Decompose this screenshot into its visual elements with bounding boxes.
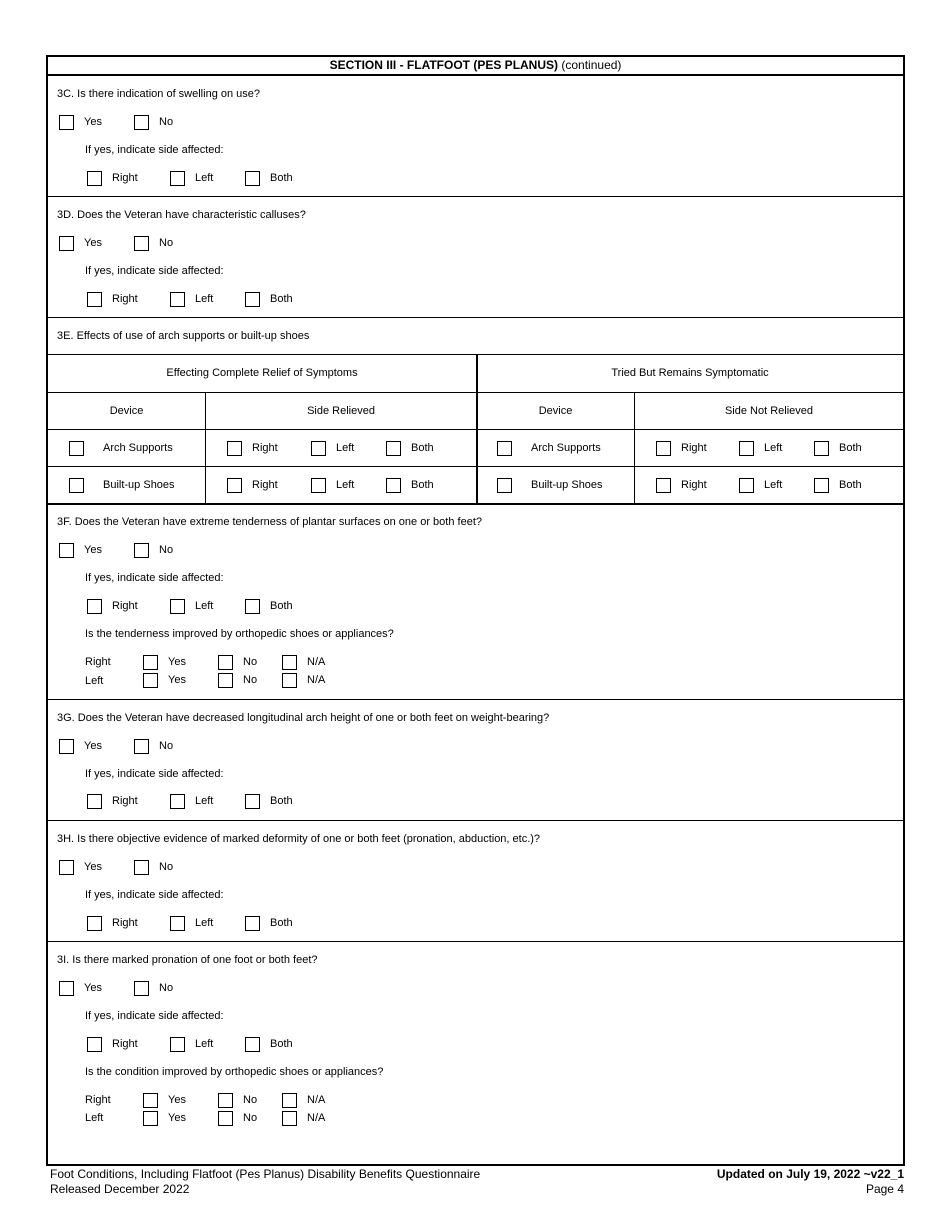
- q3i-followup-text: Is the condition improved by orthopedic shoes or appliances?: [85, 1066, 384, 1078]
- q3d-right-checkbox[interactable]: [87, 292, 102, 307]
- symptomatic-shoes-right-label: Right: [681, 479, 707, 491]
- q3f-side-prompt: If yes, indicate side affected:: [85, 572, 224, 584]
- symptomatic-arch-supports-label: Arch Supports: [531, 442, 601, 454]
- symptomatic-shoes-right-checkbox[interactable]: [656, 478, 671, 493]
- q3d-yes-option[interactable]: [59, 236, 102, 251]
- questionnaire-form: [46, 55, 905, 1166]
- q3f-right-checkbox[interactable]: [87, 599, 102, 614]
- q3d-side-prompt: If yes, indicate side affected:: [85, 265, 224, 277]
- relief-arch-right-option[interactable]: [227, 441, 278, 456]
- q3f-right-yes-label: Yes: [168, 656, 186, 668]
- q3c-left-checkbox[interactable]: [170, 171, 185, 186]
- q3h-yes-checkbox[interactable]: [59, 860, 74, 875]
- symptomatic-arch-right-checkbox[interactable]: [656, 441, 671, 456]
- divider: [48, 317, 903, 318]
- q3h-no-label: No: [159, 861, 174, 873]
- section-header: [48, 57, 903, 76]
- q3f-right-yes-checkbox[interactable]: [143, 655, 158, 670]
- q3c-yes-checkbox[interactable]: [59, 115, 74, 130]
- q3f-right-no-label: No: [243, 656, 258, 668]
- footer-right: [717, 1167, 904, 1197]
- q3i-left-yes-label: Yes: [168, 1112, 186, 1124]
- relief-arch-right-checkbox[interactable]: [227, 441, 242, 456]
- relief-shoes-both-option[interactable]: [386, 478, 434, 493]
- group-remains-symptomatic: Tried But Remains Symptomatic: [611, 366, 769, 379]
- q3c-right-option[interactable]: [87, 171, 138, 186]
- q3c-both-label: Both: [270, 172, 293, 184]
- q3i-right-no-option[interactable]: [218, 1093, 257, 1108]
- q3f-both-option[interactable]: [245, 599, 293, 614]
- q3f-left-label: Left: [195, 600, 214, 612]
- symptomatic-built-up-shoes-checkbox[interactable]: [497, 478, 512, 493]
- relief-shoes-right-option[interactable]: [227, 478, 278, 493]
- q3d-both-checkbox[interactable]: [245, 292, 260, 307]
- q3i-left-na-label: N/A: [307, 1112, 326, 1124]
- q3c-left-option[interactable]: [170, 171, 213, 186]
- q3g-right-option[interactable]: [87, 794, 138, 809]
- q3f-right-label: Right: [112, 600, 138, 612]
- table-center-divider: [476, 355, 478, 503]
- relief-arch-supports-checkbox[interactable]: [69, 441, 84, 456]
- q3g-no-option[interactable]: [134, 739, 173, 754]
- q3f-left-na-option[interactable]: [282, 673, 325, 688]
- relief-arch-left-checkbox[interactable]: [311, 441, 326, 456]
- q3g-left-option[interactable]: [170, 794, 213, 809]
- q3f-both-checkbox[interactable]: [245, 599, 260, 614]
- q3i-left-no-label: No: [243, 1112, 258, 1124]
- q3h-right-checkbox[interactable]: [87, 916, 102, 931]
- symptomatic-shoes-left-label: Left: [764, 479, 783, 491]
- q3d-yes-label: Yes: [84, 237, 102, 249]
- page-number: Page 4: [865, 1182, 904, 1196]
- relief-shoes-left-option[interactable]: [311, 478, 354, 493]
- q3g-both-label: Both: [270, 795, 293, 807]
- q3i-both-checkbox[interactable]: [245, 1037, 260, 1052]
- q3g-side-prompt: If yes, indicate side affected:: [85, 768, 224, 780]
- q3d-right-label: Right: [112, 293, 138, 305]
- symptomatic-shoes-left-option[interactable]: [739, 478, 782, 493]
- q3c-no-option[interactable]: [134, 115, 173, 130]
- col-side-relieved: Side Relieved: [307, 404, 375, 417]
- q3f-left-yes-option[interactable]: [143, 673, 186, 688]
- q3g-yes-option[interactable]: [59, 739, 102, 754]
- relief-arch-both-checkbox[interactable]: [386, 441, 401, 456]
- symptomatic-built-up-shoes-option[interactable]: [497, 478, 603, 493]
- q3g-both-checkbox[interactable]: [245, 794, 260, 809]
- q3h-both-label: Both: [270, 917, 293, 929]
- relief-shoes-left-label: Left: [336, 479, 355, 491]
- q3i-left-na-option[interactable]: [282, 1111, 325, 1126]
- q3i-right-no-label: No: [243, 1094, 258, 1106]
- q3i-no-label: No: [159, 982, 174, 994]
- q3g-right-label: Right: [112, 795, 138, 807]
- q3i-right-na-label: N/A: [307, 1094, 326, 1106]
- q3f-left-option[interactable]: [170, 599, 213, 614]
- q3d-no-label: No: [159, 237, 174, 249]
- question-3h: [48, 821, 903, 941]
- symptomatic-arch-left-checkbox[interactable]: [739, 441, 754, 456]
- q3i-right-label: Right: [112, 1038, 138, 1050]
- relief-built-up-shoes-checkbox[interactable]: [69, 478, 84, 493]
- symptomatic-arch-right-label: Right: [681, 442, 707, 454]
- q3c-no-checkbox[interactable]: [134, 115, 149, 130]
- q3g-right-checkbox[interactable]: [87, 794, 102, 809]
- q3i-no-checkbox[interactable]: [134, 981, 149, 996]
- symptomatic-arch-supports-option[interactable]: [497, 441, 601, 456]
- symptomatic-shoes-left-checkbox[interactable]: [739, 478, 754, 493]
- q3d-left-option[interactable]: [170, 292, 213, 307]
- relief-arch-supports-label: Arch Supports: [103, 442, 173, 454]
- q3i-left-no-checkbox[interactable]: [218, 1111, 233, 1126]
- relief-arch-both-label: Both: [411, 442, 434, 454]
- relief-built-up-shoes-option[interactable]: [69, 478, 175, 493]
- relief-shoes-right-label: Right: [252, 479, 278, 491]
- q3f-followup-text: Is the tenderness improved by orthopedic shoes or appliances?: [85, 628, 394, 640]
- symptomatic-arch-left-label: Left: [764, 442, 783, 454]
- q3f-right-na-checkbox[interactable]: [282, 655, 297, 670]
- q3f-yes-checkbox[interactable]: [59, 543, 74, 558]
- question-3d-text: 3D. Does the Veteran have characteristic calluses?: [57, 209, 306, 221]
- q3i-right-checkbox[interactable]: [87, 1037, 102, 1052]
- question-3e-text: 3E. Effects of use of arch supports or built-up shoes: [57, 330, 310, 342]
- q3f-right-yes-option[interactable]: [143, 655, 186, 670]
- footer-left: [50, 1167, 480, 1197]
- q3h-no-checkbox[interactable]: [134, 860, 149, 875]
- q3i-left-row-label: Left: [85, 1112, 104, 1124]
- q3g-no-label: No: [159, 740, 174, 752]
- q3i-left-yes-checkbox[interactable]: [143, 1111, 158, 1126]
- q3i-right-na-option[interactable]: [282, 1093, 325, 1108]
- q3i-right-na-checkbox[interactable]: [282, 1093, 297, 1108]
- q3h-no-option[interactable]: [134, 860, 173, 875]
- symptomatic-arch-right-option[interactable]: [656, 441, 707, 456]
- q3f-no-checkbox[interactable]: [134, 543, 149, 558]
- q3d-left-checkbox[interactable]: [170, 292, 185, 307]
- relief-shoes-both-label: Both: [411, 479, 434, 491]
- q3i-left-yes-option[interactable]: [143, 1111, 186, 1126]
- q3c-right-checkbox[interactable]: [87, 171, 102, 186]
- relief-shoes-left-checkbox[interactable]: [311, 478, 326, 493]
- q3i-side-prompt: If yes, indicate side affected:: [85, 1010, 224, 1022]
- q3c-left-label: Left: [195, 172, 214, 184]
- q3g-yes-label: Yes: [84, 740, 102, 752]
- q3i-yes-checkbox[interactable]: [59, 981, 74, 996]
- q3i-right-yes-option[interactable]: [143, 1093, 186, 1108]
- q3f-left-yes-checkbox[interactable]: [143, 673, 158, 688]
- q3i-left-label: Left: [195, 1038, 214, 1050]
- section-continued: (continued): [561, 58, 622, 72]
- group-complete-relief: Effecting Complete Relief of Symptoms: [166, 366, 358, 379]
- q3g-left-checkbox[interactable]: [170, 794, 185, 809]
- q3f-right-no-checkbox[interactable]: [218, 655, 233, 670]
- q3f-right-na-label: N/A: [307, 656, 326, 668]
- relief-arch-supports-option[interactable]: [69, 441, 173, 456]
- q3c-yes-option[interactable]: [59, 115, 102, 130]
- q3d-left-label: Left: [195, 293, 214, 305]
- q3g-yes-checkbox[interactable]: [59, 739, 74, 754]
- question-3c-text: 3C. Is there indication of swelling on use?: [57, 88, 261, 100]
- q3i-both-option[interactable]: [245, 1037, 293, 1052]
- q3d-no-option[interactable]: [134, 236, 173, 251]
- relief-built-up-shoes-label: Built-up Shoes: [103, 479, 175, 491]
- q3i-left-no-option[interactable]: [218, 1111, 257, 1126]
- relief-shoes-both-checkbox[interactable]: [386, 478, 401, 493]
- q3d-both-option[interactable]: [245, 292, 293, 307]
- q3h-yes-option[interactable]: [59, 860, 102, 875]
- q3i-no-option[interactable]: [134, 981, 173, 996]
- q3f-left-no-label: No: [243, 674, 258, 686]
- symptomatic-built-up-shoes-label: Built-up Shoes: [531, 479, 603, 491]
- q3f-right-option[interactable]: [87, 599, 138, 614]
- q3i-right-option[interactable]: [87, 1037, 138, 1052]
- question-3h-text: 3H. Is there objective evidence of marked deformity of one or both feet (pronation, abduction, etc.)?: [57, 833, 541, 845]
- question-3i: [48, 942, 903, 1164]
- symptomatic-arch-both-checkbox[interactable]: [814, 441, 829, 456]
- q3h-right-label: Right: [112, 917, 138, 929]
- q3g-left-label: Left: [195, 795, 214, 807]
- q3f-both-label: Both: [270, 600, 293, 612]
- q3f-right-na-option[interactable]: [282, 655, 325, 670]
- q3d-right-option[interactable]: [87, 292, 138, 307]
- question-3i-text: 3I. Is there marked pronation of one foot or both feet?: [57, 954, 318, 966]
- q3c-right-label: Right: [112, 172, 138, 184]
- relief-shoes-right-checkbox[interactable]: [227, 478, 242, 493]
- footer-released: Released December 2022: [50, 1182, 190, 1196]
- col-side-not-relieved: Side Not Relieved: [724, 404, 814, 417]
- symptomatic-arch-supports-checkbox[interactable]: [497, 441, 512, 456]
- q3f-left-row-label: Left: [85, 675, 104, 687]
- q3h-side-prompt: If yes, indicate side affected:: [85, 889, 224, 901]
- q3i-left-checkbox[interactable]: [170, 1037, 185, 1052]
- q3f-right-no-option[interactable]: [218, 655, 257, 670]
- q3i-yes-option[interactable]: [59, 981, 102, 996]
- question-3c: [48, 76, 903, 196]
- question-3g: [48, 700, 903, 820]
- q3h-right-option[interactable]: [87, 916, 138, 931]
- q3f-right-row-label: Right: [85, 656, 111, 668]
- q3d-yes-checkbox[interactable]: [59, 236, 74, 251]
- q3c-both-option[interactable]: [245, 171, 293, 186]
- question-3f-text: 3F. Does the Veteran have extreme tenderness of plantar surfaces on one or both feet?: [57, 516, 482, 528]
- question-3g-text: 3G. Does the Veteran have decreased longitudinal arch height of one or both feet on weight-bearing?: [57, 712, 550, 724]
- q3f-left-checkbox[interactable]: [170, 599, 185, 614]
- q3h-both-checkbox[interactable]: [245, 916, 260, 931]
- q3f-left-na-label: N/A: [307, 674, 326, 686]
- symptomatic-arch-both-label: Both: [839, 442, 862, 454]
- q3h-left-checkbox[interactable]: [170, 916, 185, 931]
- section-title: SECTION III - FLATFOOT (PES PLANUS): [329, 58, 559, 72]
- q3f-left-yes-label: Yes: [168, 674, 186, 686]
- q3f-no-option[interactable]: [134, 543, 173, 558]
- q3i-left-na-checkbox[interactable]: [282, 1111, 297, 1126]
- footer-updated: Updated on July 19, 2022 ~v22_1: [716, 1167, 904, 1181]
- relief-arch-left-option[interactable]: [311, 441, 354, 456]
- relief-arch-both-option[interactable]: [386, 441, 434, 456]
- symptomatic-shoes-both-label: Both: [839, 479, 862, 491]
- q3f-yes-label: Yes: [84, 544, 102, 556]
- q3f-left-na-checkbox[interactable]: [282, 673, 297, 688]
- table-divider: [634, 393, 635, 503]
- q3c-both-checkbox[interactable]: [245, 171, 260, 186]
- symptomatic-arch-left-option[interactable]: [739, 441, 782, 456]
- q3i-yes-label: Yes: [84, 982, 102, 994]
- q3f-no-label: No: [159, 544, 174, 556]
- symptomatic-arch-both-option[interactable]: [814, 441, 862, 456]
- q3f-yes-option[interactable]: [59, 543, 102, 558]
- relief-arch-right-label: Right: [252, 442, 278, 454]
- q3c-side-prompt: If yes, indicate side affected:: [85, 144, 224, 156]
- q3i-both-label: Both: [270, 1038, 293, 1050]
- symptomatic-shoes-both-checkbox[interactable]: [814, 478, 829, 493]
- q3i-right-yes-label: Yes: [168, 1094, 186, 1106]
- q3i-right-row-label: Right: [85, 1094, 111, 1106]
- q3h-both-option[interactable]: [245, 916, 293, 931]
- q3h-left-option[interactable]: [170, 916, 213, 931]
- question-3f: [48, 505, 903, 699]
- question-3d: [48, 197, 903, 317]
- q3d-both-label: Both: [270, 293, 293, 305]
- col-device-left: Device: [109, 404, 144, 417]
- q3h-left-label: Left: [195, 917, 214, 929]
- q3h-yes-label: Yes: [84, 861, 102, 873]
- symptomatic-shoes-both-option[interactable]: [814, 478, 862, 493]
- q3c-yes-label: Yes: [84, 116, 102, 128]
- q3d-no-checkbox[interactable]: [134, 236, 149, 251]
- q3i-right-no-checkbox[interactable]: [218, 1093, 233, 1108]
- relief-arch-left-label: Left: [336, 442, 355, 454]
- q3g-no-checkbox[interactable]: [134, 739, 149, 754]
- q3f-left-no-option[interactable]: [218, 673, 257, 688]
- q3i-right-yes-checkbox[interactable]: [143, 1093, 158, 1108]
- q3f-left-no-checkbox[interactable]: [218, 673, 233, 688]
- footer-form-title: Foot Conditions, Including Flatfoot (Pes Planus) Disability Benefits Questionnaire: [50, 1167, 481, 1181]
- symptomatic-shoes-right-option[interactable]: [656, 478, 707, 493]
- q3g-both-option[interactable]: [245, 794, 293, 809]
- col-device-right: Device: [538, 404, 573, 417]
- q3c-no-label: No: [159, 116, 174, 128]
- q3i-left-option[interactable]: [170, 1037, 213, 1052]
- table-divider: [205, 393, 206, 503]
